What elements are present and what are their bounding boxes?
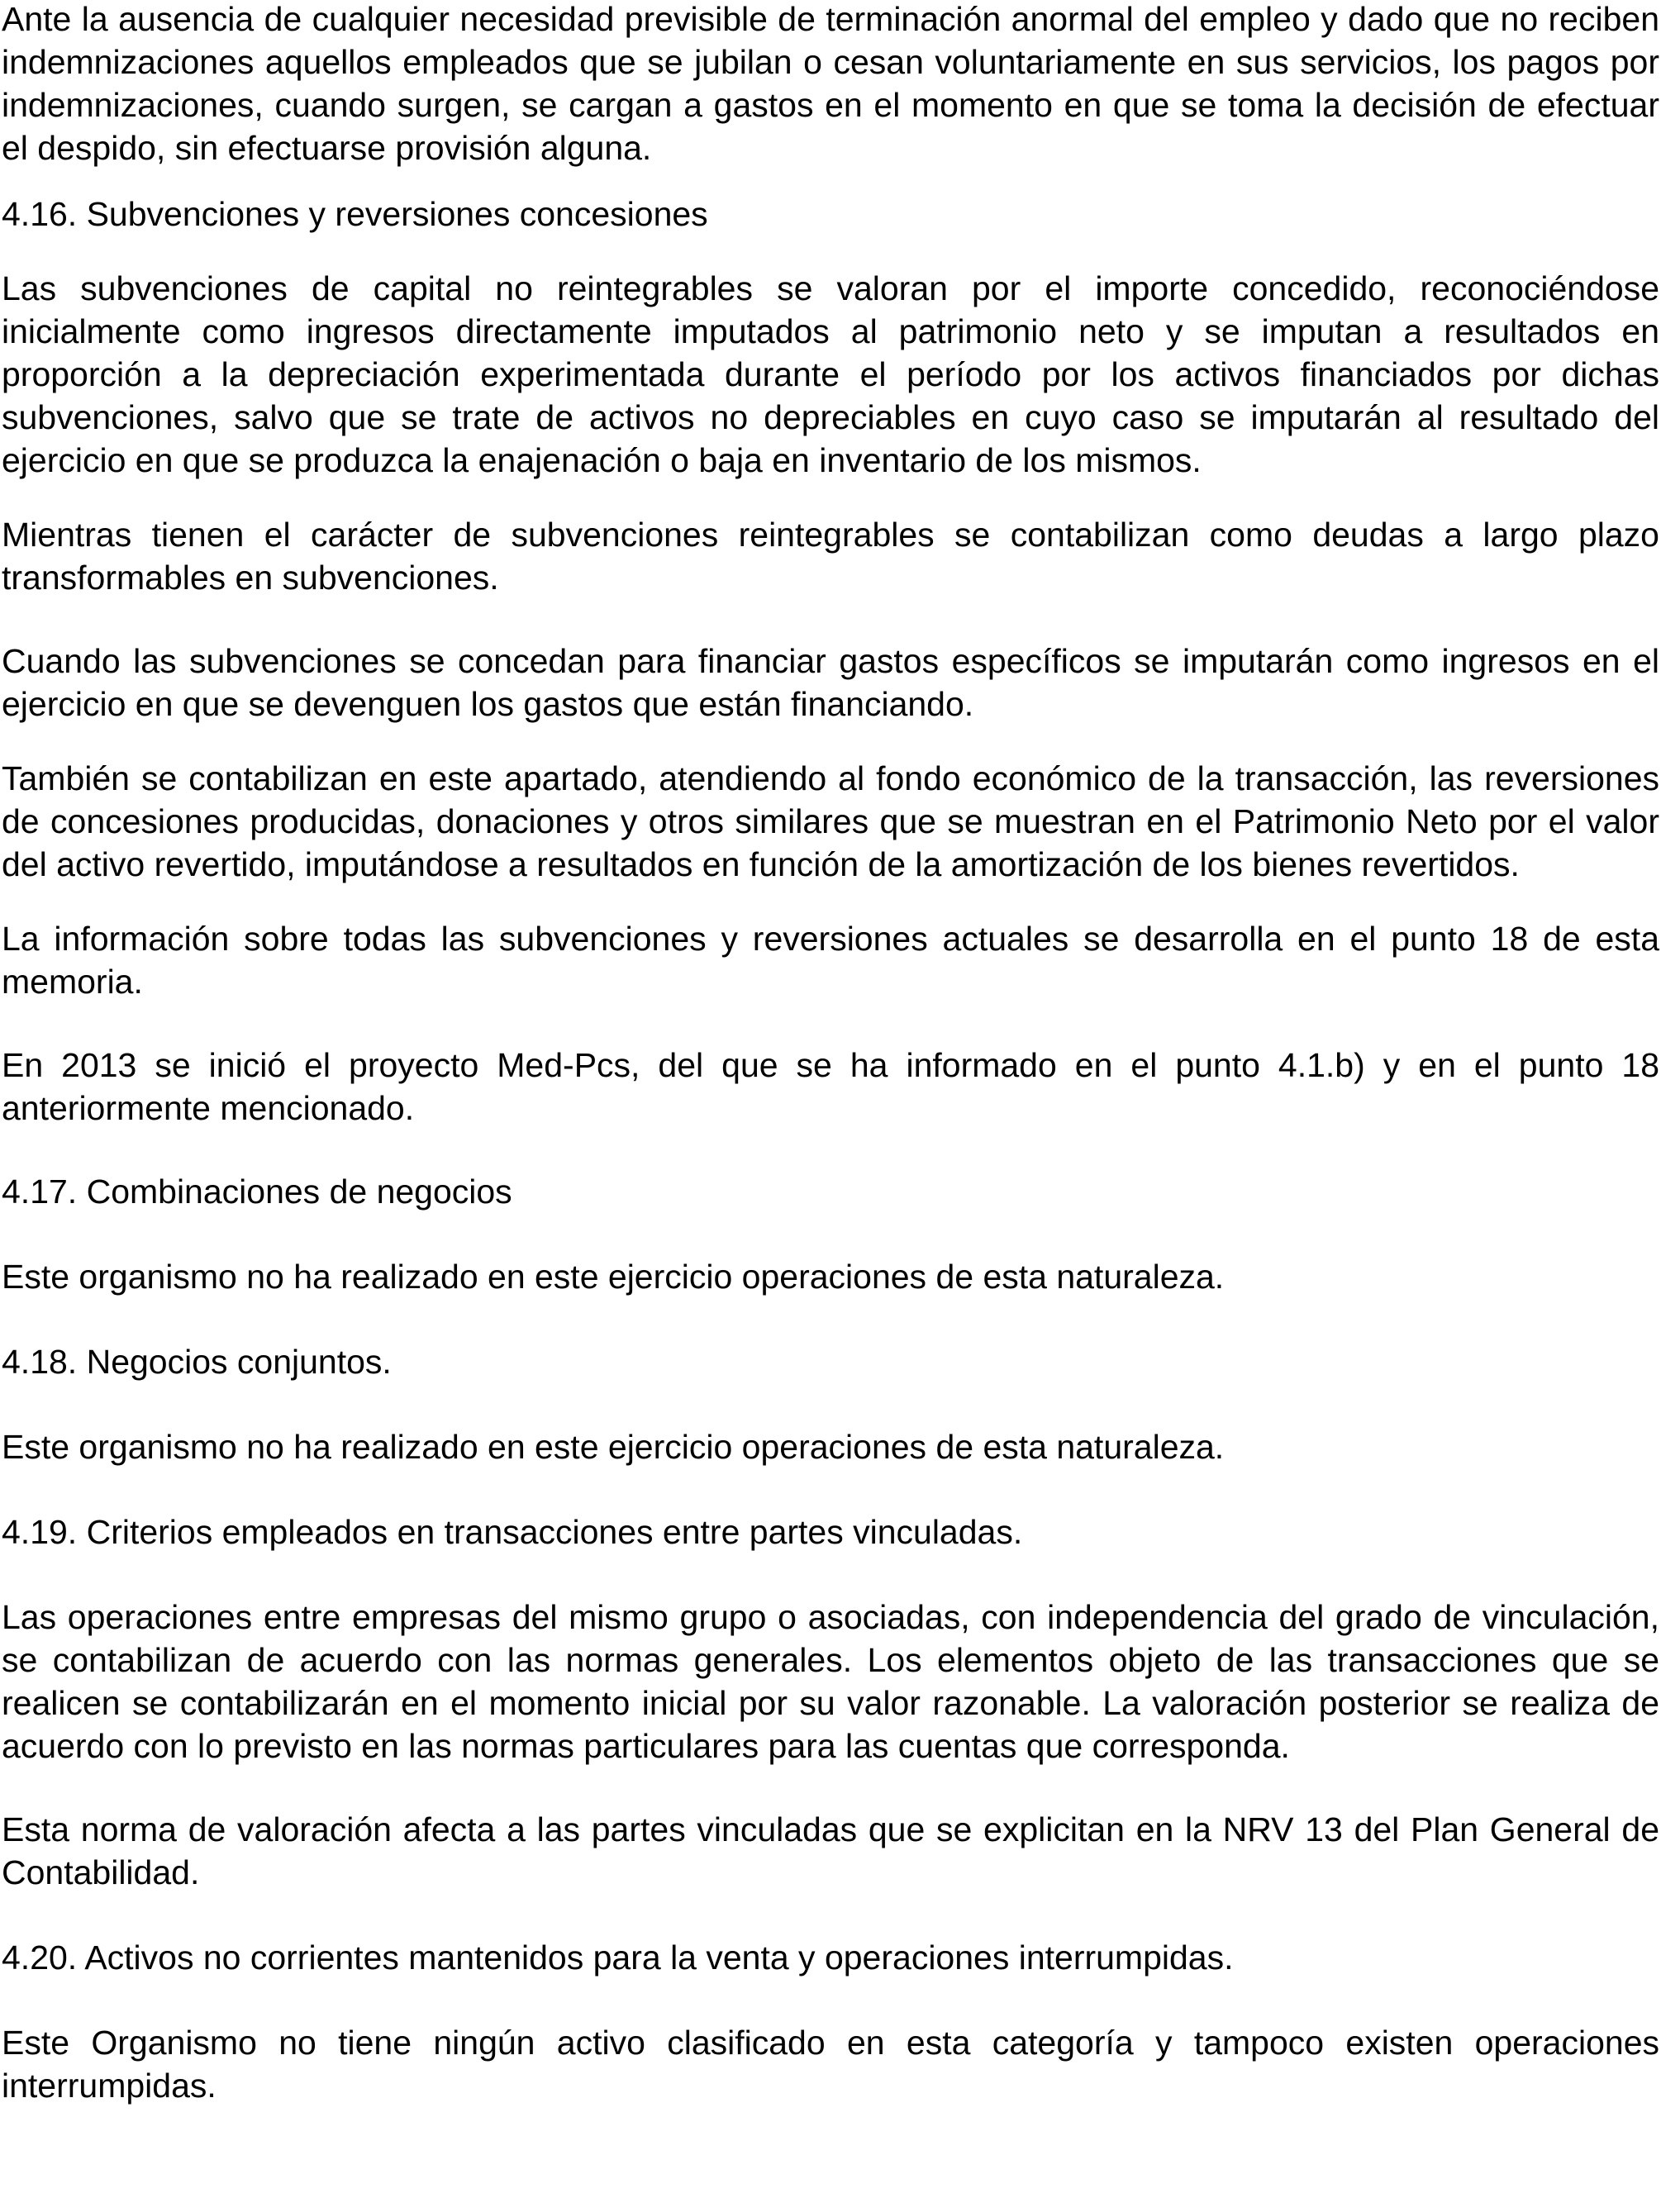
heading-4-16: 4.16. Subvenciones y reversiones concesiones [2, 195, 708, 233]
paragraph-subvenciones-reintegrables: Mientras tienen el carácter de subvenciones reintegrables se contabilizan como deudas a largo plazo transformables en subvenciones. [2, 516, 1659, 597]
heading-4-17: 4.17. Combinaciones de negocios [2, 1173, 512, 1211]
paragraph-gastos-especificos: Cuando las subvenciones se concedan para financiar gastos específicos se imputarán como ingresos en el ejercicio en que se devenguen los gastos que están financiando. [2, 642, 1659, 723]
paragraph-negocios-conjuntos: Este organismo no ha realizado en este ejercicio operaciones de esta naturaleza. [2, 1428, 1225, 1466]
paragraph-indemnizaciones: Ante la ausencia de cualquier necesidad previsible de terminación anormal del empleo y dado que no reciben indemnizaciones aquellos empleados que se jubilan o cesan voluntariamente en sus servicios, los pagos por indemnizaciones, cuando surgen, se cargan a gastos en el momento en que se toma la decisión de efectuar el despido, sin efectuarse provisión alguna. [2, 0, 1659, 167]
paragraph-reversiones-concesiones: También se contabilizan en este apartado, atendiendo al fondo económico de la transacción, las reversiones de concesiones producidas, donaciones y otros similares que se muestran en el Patrimonio Neto por el valor del activo revertido, imputándose a resultados en función de la amortización de los bienes revertidos. [2, 759, 1659, 883]
heading-4-19: 4.19. Criterios empleados en transacciones entre partes vinculadas. [2, 1513, 1023, 1551]
paragraph-proyecto-med-pcs: En 2013 se inició el proyecto Med-Pcs, del que se ha informado en el punto 4.1.b) y en el punto 18 anteriormente mencionado. [2, 1046, 1659, 1127]
heading-4-18: 4.18. Negocios conjuntos. [2, 1343, 392, 1381]
heading-4-20: 4.20. Activos no corrientes mantenidos para la venta y operaciones interrumpidas. [2, 1938, 1234, 1977]
document-page [2, 0, 1659, 2107]
paragraph-operaciones-grupo: Las operaciones entre empresas del mismo grupo o asociadas, con independencia del grado de vinculación, se contabilizan de acuerdo con las normas generales. Los elementos objeto de las transacciones que se realicen se contabilizarán en el momento inicial por su valor razonable. La valoración posterior se realiza de acuerdo con lo previsto en las normas particulares para las cuentas que corresponda. [2, 1598, 1659, 1765]
paragraph-activos-no-corrientes: Este Organismo no tiene ningún activo clasificado en esta categoría y tampoco existen operaciones interrumpidas. [2, 2024, 1659, 2105]
paragraph-norma-valoracion: Esta norma de valoración afecta a las partes vinculadas que se explicitan en la NRV 13 del Plan General de Contabilidad. [2, 1810, 1659, 1891]
paragraph-informacion-subvenciones: La información sobre todas las subvenciones y reversiones actuales se desarrolla en el punto 18 de esta memoria. [2, 920, 1659, 1001]
paragraph-subvenciones-capital: Las subvenciones de capital no reintegrables se valoran por el importe concedido, reconociéndose inicialmente como ingresos directamente imputados al patrimonio neto y se imputan a resultados en proporción a la depreciación experimentada durante el período por los activos financiados por dichas subvenciones, salvo que se trate de activos no depreciables en cuyo caso se imputarán al resultado del ejercicio en que se produzca la enajenación o baja en inventario de los mismos. [2, 269, 1659, 479]
paragraph-combinaciones-negocios: Este organismo no ha realizado en este ejercicio operaciones de esta naturaleza. [2, 1258, 1225, 1296]
